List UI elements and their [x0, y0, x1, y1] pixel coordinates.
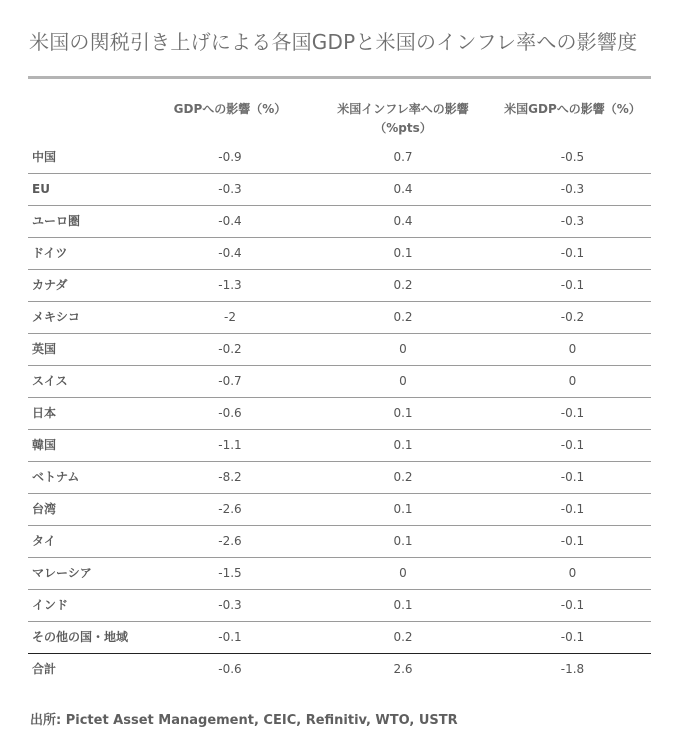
gdp-cell: -0.7 — [218, 374, 242, 388]
header-us-gdp-impact: 米国GDPへの影響（%） — [504, 102, 641, 116]
total-row — [28, 654, 651, 686]
country-cell: 英国 — [32, 342, 57, 356]
gdp-cell: -1.3 — [218, 278, 242, 292]
table-row — [28, 494, 651, 526]
country-cell: 韓国 — [32, 438, 57, 452]
total-inflation-cell: 2.6 — [393, 662, 413, 676]
country-cell: ベトナム — [32, 470, 80, 484]
table-row — [28, 270, 651, 302]
table-row — [28, 398, 651, 430]
gdp-cell: -0.4 — [218, 214, 242, 228]
inflation-cell: 0.2 — [393, 630, 413, 644]
inflation-cell: 0 — [399, 374, 407, 388]
country-cell: 日本 — [32, 406, 57, 420]
country-cell: タイ — [32, 534, 56, 548]
us-gdp-cell: -0.1 — [560, 534, 585, 548]
us-gdp-cell: -0.2 — [560, 310, 585, 324]
total-label: 合計 — [32, 662, 57, 676]
gdp-cell: -0.4 — [218, 246, 242, 260]
header-inflation-line2: （%pts） — [374, 121, 432, 135]
impact-table — [28, 142, 651, 686]
table-row — [28, 430, 651, 462]
inflation-cell: 0.1 — [393, 406, 413, 420]
country-cell: 台湾 — [32, 502, 57, 516]
us-gdp-cell: -0.1 — [560, 246, 585, 260]
title-divider — [28, 76, 651, 79]
table-header — [28, 100, 651, 142]
inflation-cell: 0.2 — [393, 310, 413, 324]
table-row — [28, 174, 651, 206]
table-row — [28, 238, 651, 270]
us-gdp-cell: -0.1 — [560, 502, 585, 516]
table-row — [28, 366, 651, 398]
us-gdp-cell: -0.5 — [560, 150, 585, 164]
gdp-cell: -0.3 — [218, 182, 242, 196]
inflation-cell: 0.2 — [393, 278, 413, 292]
page-title: 米国の関税引き上げによる各国GDPと米国のインフレ率への影響度 — [29, 30, 638, 54]
inflation-cell: 0.1 — [393, 534, 413, 548]
table-row — [28, 206, 651, 238]
inflation-cell: 0.1 — [393, 598, 413, 612]
gdp-cell: -2 — [224, 310, 236, 324]
country-cell: 中国 — [32, 150, 57, 164]
gdp-cell: -0.1 — [218, 630, 242, 644]
us-gdp-cell: -0.1 — [560, 278, 585, 292]
gdp-cell: -0.6 — [218, 406, 242, 420]
table-row — [28, 622, 651, 654]
gdp-cell: -8.2 — [218, 470, 242, 484]
table-row — [28, 142, 651, 174]
gdp-cell: -2.6 — [218, 534, 242, 548]
us-gdp-cell: -0.1 — [560, 406, 585, 420]
gdp-cell: -0.3 — [218, 598, 242, 612]
gdp-cell: -0.9 — [218, 150, 242, 164]
header-inflation-line1: 米国インフレ率への影響 — [337, 102, 469, 116]
country-cell: ユーロ圏 — [32, 214, 81, 228]
inflation-cell: 0 — [399, 342, 407, 356]
table-row — [28, 590, 651, 622]
country-cell: インド — [32, 598, 69, 612]
country-cell: ドイツ — [32, 246, 68, 260]
table-row — [28, 558, 651, 590]
gdp-cell: -0.2 — [218, 342, 242, 356]
country-cell: メキシコ — [32, 310, 80, 324]
us-gdp-cell: -0.1 — [560, 598, 585, 612]
header-inflation-impact — [318, 100, 488, 138]
us-gdp-cell: 0 — [568, 342, 577, 356]
country-cell: カナダ — [32, 278, 68, 292]
total-us-gdp-cell: -1.8 — [560, 662, 585, 676]
country-cell: EU — [32, 182, 50, 196]
header-gdp-impact: GDPへの影響（%） — [173, 102, 287, 116]
us-gdp-cell: 0 — [568, 566, 577, 580]
table-row — [28, 526, 651, 558]
country-cell: マレーシア — [32, 566, 92, 580]
inflation-cell: 0.7 — [393, 150, 413, 164]
total-gdp-cell: -0.6 — [218, 662, 242, 676]
inflation-cell: 0.1 — [393, 438, 413, 452]
us-gdp-cell: 0 — [568, 374, 577, 388]
us-gdp-cell: -0.3 — [560, 182, 585, 196]
gdp-cell: -1.5 — [218, 566, 242, 580]
inflation-cell: 0.4 — [393, 214, 413, 228]
country-cell: スイス — [32, 374, 68, 388]
us-gdp-cell: -0.1 — [560, 438, 585, 452]
table-row — [28, 334, 651, 366]
inflation-cell: 0 — [399, 566, 407, 580]
inflation-cell: 0.4 — [393, 182, 413, 196]
us-gdp-cell: -0.1 — [560, 630, 585, 644]
inflation-cell: 0.1 — [393, 246, 413, 260]
us-gdp-cell: -0.1 — [560, 470, 585, 484]
inflation-cell: 0.2 — [393, 470, 413, 484]
us-gdp-cell: -0.3 — [560, 214, 585, 228]
table-row — [28, 302, 651, 334]
source-note: 出所: Pictet Asset Management, CEIC, Refinitiv, WTO, USTR — [30, 713, 458, 728]
gdp-cell: -2.6 — [218, 502, 242, 516]
table-row — [28, 462, 651, 494]
inflation-cell: 0.1 — [393, 502, 413, 516]
gdp-cell: -1.1 — [218, 438, 242, 452]
country-cell: その他の国・地域 — [32, 630, 129, 644]
